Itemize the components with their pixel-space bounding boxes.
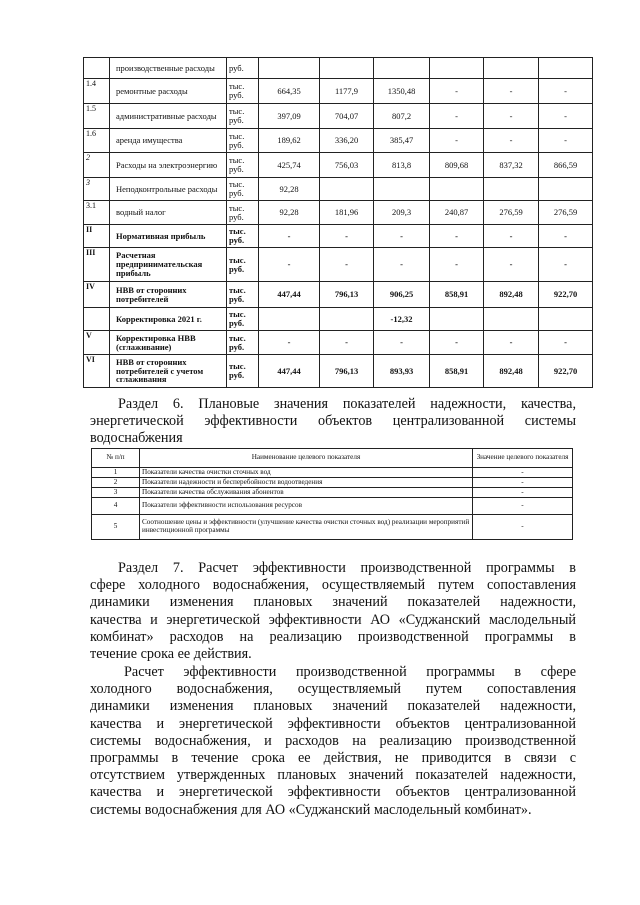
table-row: [84, 248, 593, 282]
table-row: [84, 58, 593, 79]
value-cell: 892,48: [484, 355, 539, 388]
value-cell: 189,62: [259, 129, 320, 153]
indicator-value: -: [473, 478, 573, 488]
value-cell: [539, 308, 593, 331]
row-number: 1.6: [84, 129, 110, 153]
row-number: [84, 58, 110, 79]
value-cell: 240,87: [430, 201, 484, 225]
indicator-name: Показатели надежности и бесперебойности водоотведения: [140, 478, 473, 488]
value-cell: 447,44: [259, 355, 320, 388]
row-number: 2: [84, 153, 110, 178]
value-cell: [374, 58, 430, 79]
indicator-value: -: [473, 488, 573, 498]
value-cell: [320, 308, 374, 331]
table-row: [84, 308, 593, 331]
indicator-name: Показатели качества обслуживания абонентов: [140, 488, 473, 498]
value-cell: [484, 58, 539, 79]
value-cell: [430, 58, 484, 79]
value-cell: 813,8: [374, 153, 430, 178]
row-name: Расчетная предпринимательская прибыль: [110, 248, 227, 282]
conclusion-paragraph: [90, 664, 576, 819]
value-cell: 92,28: [259, 178, 320, 201]
value-cell: -: [320, 331, 374, 355]
table-row: [84, 225, 593, 248]
table-row: [92, 515, 573, 540]
text-line: качества и энергетической эффективности объектов централизованной: [90, 715, 576, 732]
value-cell: [374, 178, 430, 201]
table-row: [92, 498, 573, 515]
row-name: Корректировка НВВ (сглаживание): [110, 331, 227, 355]
value-cell: 92,28: [259, 201, 320, 225]
indicator-value: -: [473, 468, 573, 478]
indicator-name: Соотношение цены и эффективности (улучшение качества очистки сточных вод) реализации мероприятий инвестиционной программы: [140, 515, 473, 540]
text-line: Расчет эффективности производственной программы в сфере: [124, 664, 576, 680]
heading-line: водоснабжения: [90, 430, 183, 446]
text-line: динамики изменения плановых значений показателей надежности,: [90, 594, 576, 611]
indicator-value: -: [473, 498, 573, 515]
value-cell: 922,70: [539, 355, 593, 388]
text-line: системы водоснабжения для АО «Суджанский маслодельный комбинат».: [90, 801, 532, 818]
value-cell: -: [484, 79, 539, 104]
value-cell: 704,07: [320, 104, 374, 129]
indicators-table: [91, 448, 573, 540]
value-cell: [259, 58, 320, 79]
value-cell: 892,48: [484, 282, 539, 308]
indicator-value: -: [473, 515, 573, 540]
value-cell: 796,13: [320, 282, 374, 308]
row-number: II: [84, 225, 110, 248]
row-number: 1: [92, 468, 140, 478]
value-cell: -: [430, 104, 484, 129]
value-cell: 906,25: [374, 282, 430, 308]
value-cell: -: [430, 79, 484, 104]
value-cell: 209,3: [374, 201, 430, 225]
row-number: 5: [92, 515, 140, 540]
table-row: [84, 104, 593, 129]
row-unit: тыс. руб.: [227, 308, 259, 331]
row-unit: тыс. руб.: [227, 79, 259, 104]
text-line: качества и энергетической эффективности объектов централизованной: [90, 784, 576, 801]
value-cell: -: [539, 225, 593, 248]
value-cell: -: [259, 248, 320, 282]
heading-line: энергетической эффективности объектов централизованной системы: [90, 413, 576, 429]
value-cell: 922,70: [539, 282, 593, 308]
text-line: отсутствием утвержденных плановых значений показателей надежности,: [90, 767, 576, 784]
row-number: 3: [84, 178, 110, 201]
value-cell: 447,44: [259, 282, 320, 308]
value-cell: 181,96: [320, 201, 374, 225]
row-name: Нормативная прибыль: [110, 225, 227, 248]
value-cell: 664,35: [259, 79, 320, 104]
table-row: [84, 201, 593, 225]
row-unit: тыс. руб.: [227, 153, 259, 178]
text-line: динамики изменения плановых значений показателей надежности,: [90, 698, 576, 715]
text-line: сфере холодного водоснабжения, осуществляемый путем сопоставления: [90, 577, 576, 594]
indicator-name: Показатели эффективности использования ресурсов: [140, 498, 473, 515]
value-cell: [430, 308, 484, 331]
table-row: [92, 478, 573, 488]
value-cell: [539, 58, 593, 79]
value-cell: [259, 308, 320, 331]
row-name: ремонтные расходы: [110, 79, 227, 104]
value-cell: [539, 178, 593, 201]
row-name: аренда имущества: [110, 129, 227, 153]
row-name: Неподконтрольные расходы: [110, 178, 227, 201]
value-cell: -: [484, 104, 539, 129]
value-cell: 276,59: [539, 201, 593, 225]
value-cell: -: [320, 248, 374, 282]
text-line: холодного водоснабжения, осуществляемый путем сопоставления: [90, 681, 576, 698]
value-cell: 397,09: [259, 104, 320, 129]
header-target-value: Значение целевого показателя: [473, 449, 573, 468]
row-number: 1.4: [84, 79, 110, 104]
value-cell: 893,93: [374, 355, 430, 388]
value-cell: -: [430, 129, 484, 153]
section-6-heading: [90, 396, 576, 447]
table-row: [84, 129, 593, 153]
value-cell: 866,59: [539, 153, 593, 178]
value-cell: 837,32: [484, 153, 539, 178]
row-unit: тыс. руб.: [227, 331, 259, 355]
row-number: 4: [92, 498, 140, 515]
row-unit: тыс. руб.: [227, 282, 259, 308]
value-cell: 425,74: [259, 153, 320, 178]
table-row: [84, 355, 593, 388]
row-number: VI: [84, 355, 110, 388]
section-7-paragraph: [90, 560, 576, 663]
value-cell: 336,20: [320, 129, 374, 153]
row-unit: тыс. руб.: [227, 104, 259, 129]
value-cell: -: [539, 129, 593, 153]
value-cell: 756,03: [320, 153, 374, 178]
row-number: IV: [84, 282, 110, 308]
row-unit: тыс. руб.: [227, 129, 259, 153]
heading-line: Раздел 6. Плановые значения показателей надежности, качества,: [118, 396, 576, 412]
value-cell: -: [539, 104, 593, 129]
row-name: производственные расходы: [110, 58, 227, 79]
value-cell: -: [374, 248, 430, 282]
table-header-row: [92, 449, 573, 468]
value-cell: 796,13: [320, 355, 374, 388]
value-cell: 807,2: [374, 104, 430, 129]
text-line: комбинат» расходов на реализацию производственной программы в: [90, 628, 576, 645]
value-cell: -: [539, 248, 593, 282]
row-unit: тыс. руб.: [227, 248, 259, 282]
row-name: Корректировка 2021 г.: [110, 308, 227, 331]
value-cell: -12,32: [374, 308, 430, 331]
row-number: III: [84, 248, 110, 282]
value-cell: -: [430, 225, 484, 248]
value-cell: -: [374, 225, 430, 248]
value-cell: -: [430, 331, 484, 355]
value-cell: [430, 178, 484, 201]
text-line: качества и энергетической эффективности АО «Суджанский маслодельный: [90, 611, 576, 628]
value-cell: 858,91: [430, 355, 484, 388]
value-cell: [320, 178, 374, 201]
value-cell: 276,59: [484, 201, 539, 225]
value-cell: 1350,48: [374, 79, 430, 104]
value-cell: -: [320, 225, 374, 248]
row-name: водный налог: [110, 201, 227, 225]
row-unit: руб.: [227, 58, 259, 79]
value-cell: 1177,9: [320, 79, 374, 104]
financial-table: [83, 57, 593, 388]
value-cell: -: [430, 248, 484, 282]
value-cell: [320, 58, 374, 79]
header-number: № п/п: [92, 449, 140, 468]
value-cell: [484, 178, 539, 201]
text-line: системы водоснабжения, и расходов на реализацию производственной: [90, 732, 576, 749]
row-name: Расходы на электроэнергию: [110, 153, 227, 178]
row-unit: тыс. руб.: [227, 355, 259, 388]
row-name: административные расходы: [110, 104, 227, 129]
table-row: [92, 468, 573, 478]
row-number: [84, 308, 110, 331]
value-cell: 385,47: [374, 129, 430, 153]
table-row: [84, 282, 593, 308]
table-row: [84, 79, 593, 104]
value-cell: -: [539, 331, 593, 355]
text-line: программы в течение срока ее действия, не приводится в связи с: [90, 750, 576, 767]
text-line: Раздел 7. Расчет эффективности производственной программы в: [118, 560, 576, 576]
row-name: НВВ от сторонних потребителей: [110, 282, 227, 308]
value-cell: [484, 308, 539, 331]
value-cell: 809,68: [430, 153, 484, 178]
value-cell: -: [484, 225, 539, 248]
row-unit: тыс. руб.: [227, 225, 259, 248]
row-number: V: [84, 331, 110, 355]
table-row: [84, 178, 593, 201]
row-unit: тыс. руб.: [227, 178, 259, 201]
value-cell: -: [484, 248, 539, 282]
value-cell: 858,91: [430, 282, 484, 308]
table-row: [84, 331, 593, 355]
text-line: течение срока ее действия.: [90, 646, 252, 663]
value-cell: -: [484, 129, 539, 153]
row-name: НВВ от сторонних потребителей с учетом сглаживания: [110, 355, 227, 388]
value-cell: -: [259, 331, 320, 355]
row-unit: тыс. руб.: [227, 201, 259, 225]
value-cell: -: [484, 331, 539, 355]
row-number: 1.5: [84, 104, 110, 129]
row-number: 3.1: [84, 201, 110, 225]
value-cell: -: [539, 79, 593, 104]
value-cell: -: [259, 225, 320, 248]
header-indicator-name: Наименование целевого показателя: [140, 449, 473, 468]
row-number: 2: [92, 478, 140, 488]
table-row: [84, 153, 593, 178]
value-cell: -: [374, 331, 430, 355]
row-number: 3: [92, 488, 140, 498]
indicator-name: Показатели качества очистки сточных вод: [140, 468, 473, 478]
table-row: [92, 488, 573, 498]
